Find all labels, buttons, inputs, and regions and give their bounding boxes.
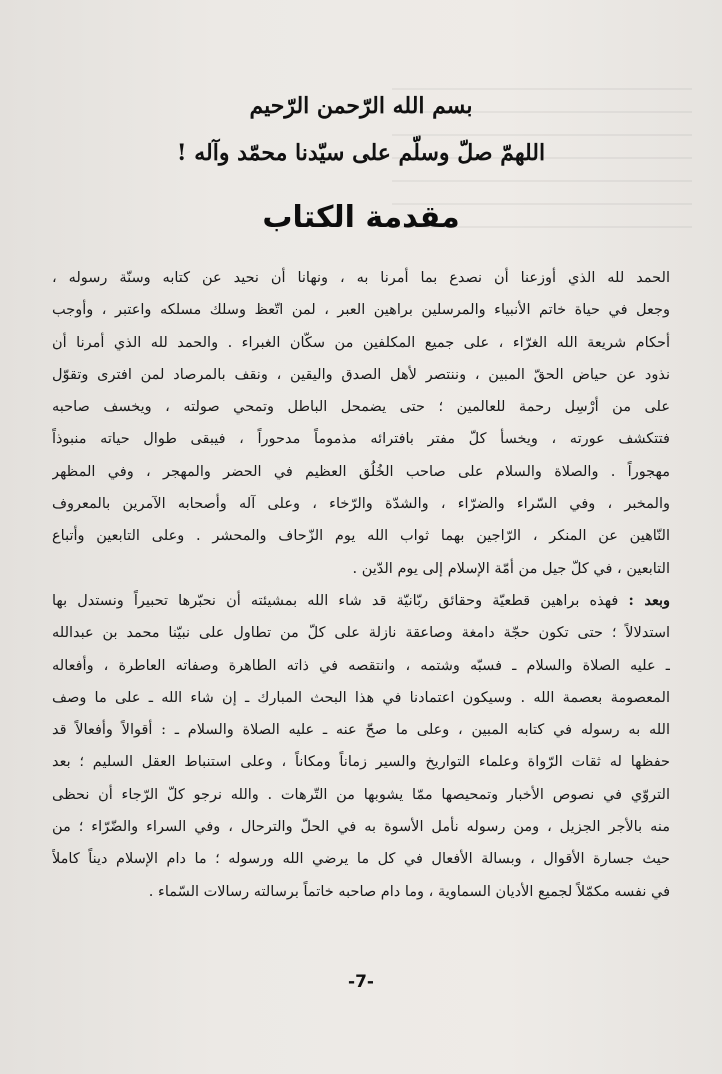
text-line: على من أرْسِل رحمة للعالمين ؛ حتى يضمحل الباطل وتمحي صولته ، ويخسف صاحبه <box>52 399 670 416</box>
text-line: استدلالاً ؛ حتى تكون حجّة دامغة وصاعقة نازلة على كلّ من تطاول على نبيّنا محمد بن عبدالله <box>52 625 670 642</box>
text-line: ـ عليه الصلاة والسلام ـ فسبّه وشتمه ، وانتقصه في ذاته الطاهرة وصفاته العاطرة ، وأفعاله <box>52 657 670 674</box>
text-line: نذود عن حياض الحقّ المبين ، وننتصر لأهل الصدق واليقين ، ونقف بالمرصاد لمن افترى وتقوّل <box>52 366 670 383</box>
text-line: الحمد لله الذي أوزعنا أن نصدع بما أمرنا به ، ونهانا أن نحيد عن كتابه وسنّة رسوله ، <box>52 270 670 286</box>
text-line: في نفسه مكمّلاً لجميع الأديان السماوية ، وما دام صاحبه خاتماً برسالته رسالات السّماء . <box>148 883 670 900</box>
text-line: حيث جسارة الأقوال ، وبسالة الأفعال في كل ما يرضي الله ورسوله ؛ ما دام الإسلام ديناً كاملاً <box>52 851 670 868</box>
text-line: المعصومة بعصمة الله . وسيكون اعتمادنا في هذا البحث المبارك ـ إن شاء الله ـ على ما وصف <box>52 689 670 706</box>
text-line-with-lead <box>52 585 670 617</box>
text-line: أحكام شريعة الله الغرّاء ، على جميع المكلفين من سكّان الغبراء . والحمد لله الذي أمرنا أن <box>52 334 670 351</box>
lead-line-text: فهذه براهين قطعيّة وحقائق ربّانيّة قد شاء الله بمشيئته أن نحبّرها تحبيراً ونستدل بها <box>52 592 629 609</box>
text-line: الله به رسوله في كتابه المبين ، وعلى ما صحّ عنه ـ عليه الصلاة والسلام ـ : أقوالاً وأفعالاً قد <box>52 722 670 739</box>
text-line: فتتكشف عورته ، ويخسأ كلّ مفتر بافترائه مذموماً مدحوراً ، فيبقى طوال حياته منبوذاً <box>52 431 670 448</box>
text-line: والمخبر ، وفي السّراء والضرّاء ، والشدّة والرّخاء ، وعلى آله وأصحابه الآمرين بالمعروف <box>52 496 670 513</box>
chapter-title: مقدمة الكتاب <box>262 200 460 235</box>
basmala-line: بسم الله الرّحمن الرّحيم <box>249 93 473 119</box>
text-line: منه بالأجر الجزيل ، ومن رسوله نأمل الأسوة به في الحلّ والترحال ، وفي السراء والضّرّاء ؛ من <box>52 819 670 836</box>
text-line: النّاهين عن المنكر ، الرّاجين بهما ثواب الله يوم الزّحاف والمحشر . وعلى التابعين وأتباع <box>52 528 670 545</box>
salawat-line: اللهمّ صلّ وسلّم على سيّدنا محمّد وآله ! <box>176 140 546 166</box>
text-line: التابعين ، في كلّ جيل من أمّة الإسلام إلى يوم الدّين . <box>352 560 670 577</box>
lead-word: وبعد : <box>628 591 670 609</box>
text-line: وجعل في حياة خاتم الأنبياء والمرسلين براهين العبر ، لمن اتّعظ وسلك مسلكه واعتبر ، وأوجب <box>52 302 670 319</box>
text-line: التروّي في نصوص الأخبار وتمحيصها ممّا يشوبها من التّرهات . والله نرجو كلّ الرّجاء أن نحظى <box>52 786 670 803</box>
paragraph-purpose <box>52 585 670 908</box>
page-number: -7- <box>348 972 374 992</box>
paragraph-introduction <box>52 262 670 585</box>
text-line: حفظها له ثقات الرّواة وعلماء التواريخ والسير زماناً ومكاناً ، وعلى استنباط العقل السليم ؛ بعد <box>52 754 670 771</box>
text-line: مهجوراً . والصلاة والسلام على صاحب الخُلُق العظيم في الحضر والمهجر ، وفي المظهر <box>52 463 670 480</box>
body-text <box>52 262 670 908</box>
